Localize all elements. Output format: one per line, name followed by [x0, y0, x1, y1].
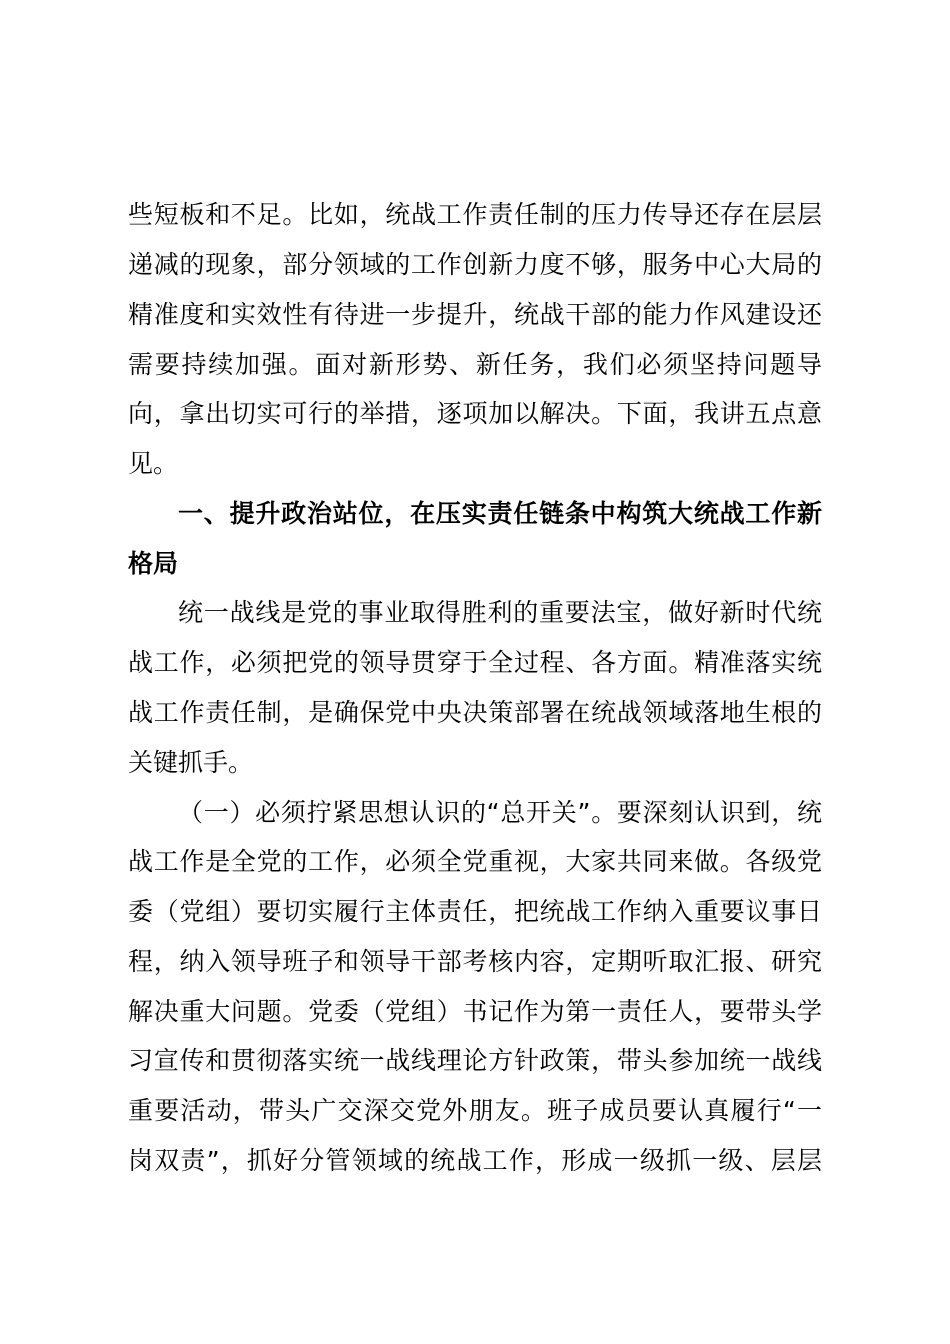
paragraph-line: 战工作责任制，是确保党中央决策部署在统战领域落地生根的: [128, 698, 822, 727]
paragraph-line: 统一战线是党的事业取得胜利的重要法宝，做好新时代统: [178, 598, 822, 627]
paragraph-line: 递减的现象，部分领域的工作创新力度不够，服务中心大局的: [128, 250, 822, 279]
paragraph-line: 战工作，必须把党的领导贯穿于全过程、各方面。精准落实统: [128, 648, 822, 677]
paragraph-line: 需要持续加强。面对新形势、新任务，我们必须坚持问题导: [128, 350, 822, 379]
paragraph-line: 见。: [128, 449, 179, 478]
subsection-line: （一）必须拧紧思想认识的“总开关”。要深刻认识到，统: [178, 798, 822, 827]
paragraph-line: 战工作是全党的工作，必须全党重视，大家共同来做。各级党: [128, 847, 822, 876]
paragraph-line: 岗双责”，抓好分管领域的统战工作，形成一级抓一级、层层: [128, 1146, 822, 1175]
paragraph-line: 向，拿出切实可行的举措，逐项加以解决。下面，我讲五点意: [128, 399, 822, 428]
paragraph-line: 委（党组）要切实履行主体责任，把统战工作纳入重要议事日: [128, 897, 822, 926]
paragraph-line: 关键抓手。: [128, 748, 254, 777]
paragraph-line: 些短板和不足。比如，统战工作责任制的压力传导还存在层层: [128, 200, 822, 229]
paragraph-line: 重要活动，带头广交深交党外朋友。班子成员要认真履行“一: [128, 1096, 822, 1125]
section-heading: 一、提升政治站位，在压实责任链条中构筑大统战工作新: [178, 499, 822, 528]
section-heading: 格局: [128, 549, 179, 578]
paragraph-line: 精准度和实效性有待进一步提升，统战干部的能力作风建设还: [128, 300, 822, 329]
paragraph-line: 程，纳入领导班子和领导干部考核内容，定期听取汇报、研究: [128, 947, 822, 976]
paragraph-line: 解决重大问题。党委（党组）书记作为第一责任人，要带头学: [128, 997, 822, 1026]
paragraph-line: 习宣传和贯彻落实统一战线理论方针政策，带头参加统一战线: [128, 1046, 822, 1075]
